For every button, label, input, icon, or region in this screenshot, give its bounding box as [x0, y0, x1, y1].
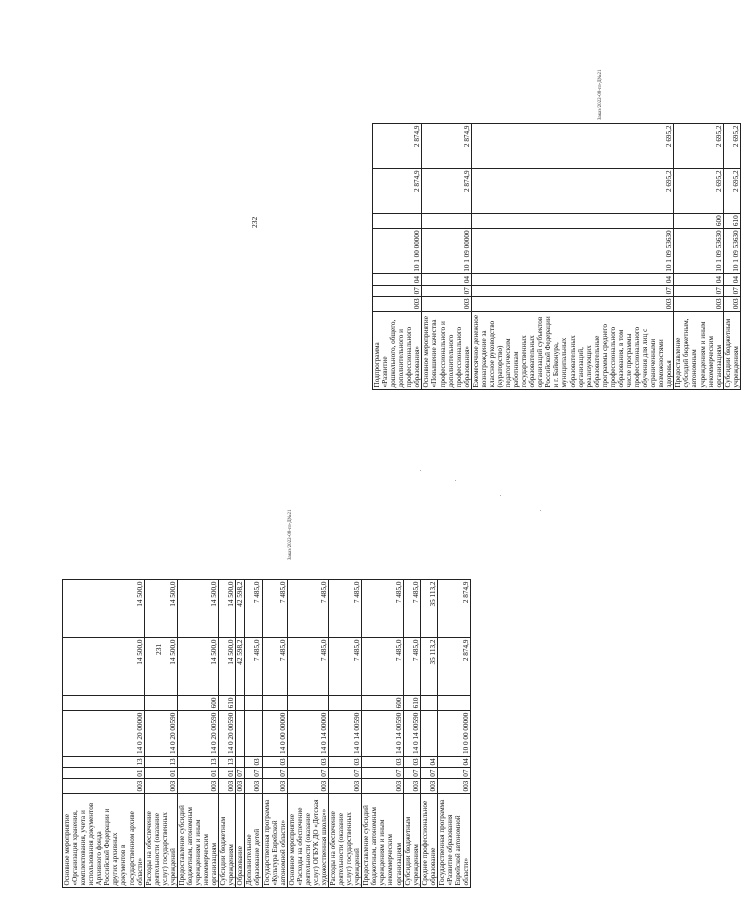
admin-code: 003	[236, 780, 245, 792]
section-code: 07	[373, 285, 422, 296]
target-article-code: 10 1 09 53630	[674, 228, 723, 274]
expense-type-code	[63, 696, 145, 711]
amount-year-1: 7 485,0	[362, 638, 403, 696]
row-name: Ежемесячное денежное вознаграждение за классное руководство (кураторство) педагогическим работникам государственных образовательных организаций субъектов Российской Федерации и г. Байконура, муниципальных образовательных организаций, реализующих образовательные программы среднего профессионального образования, в том числе программы профессионального обучения для лиц с ограниченными возможностями здоровья	[471, 311, 674, 389]
amount-year-1: 7 485,0	[403, 638, 420, 696]
amount-year-1: 2 874,9	[422, 168, 471, 213]
section-code: 07	[420, 768, 437, 779]
section-code: 07	[723, 285, 740, 296]
target-article-code: 10 1 09 53630	[723, 228, 740, 274]
amount-year-1: 2 874,9	[437, 638, 470, 696]
page-number-232: 232	[250, 216, 259, 228]
amount-year-2: 7 485,0	[329, 580, 362, 638]
admin-code: 003	[420, 779, 437, 794]
admin-code: 003	[373, 296, 422, 311]
table-row	[144, 580, 177, 888]
amount-year-1: 14 500,0	[63, 638, 145, 696]
subsection-code: 03	[287, 756, 328, 767]
subsection-code: 03	[362, 756, 403, 767]
table-row	[373, 124, 422, 390]
amount-year-2: 7 485,0	[262, 580, 287, 638]
subsection-code: 13	[144, 756, 177, 767]
section-code: 07	[245, 768, 262, 779]
amount-year-2: 14 500,0	[177, 580, 218, 638]
subsection-code: 04	[373, 274, 422, 285]
expense-type-code	[144, 696, 177, 711]
row-name: Предоставление субсидий бюджетным, автономным учреждениям и иным некоммерческим организациям	[362, 794, 403, 888]
table-row	[245, 580, 262, 888]
target-article-code	[420, 710, 437, 756]
section-code: 07	[287, 768, 328, 779]
row-name: Расходы на обеспечение деятельности (оказание услуг) государственных учреждений	[329, 794, 362, 888]
subsection-code: 04	[471, 274, 674, 285]
amount-year-1: 7 485,0	[262, 638, 287, 696]
row-name: Дополнительное образование детей	[245, 794, 262, 888]
table-row	[723, 124, 740, 390]
admin-code: 003	[287, 779, 328, 794]
amount-year-1: 42 598,2	[236, 638, 245, 696]
expense-type-code	[471, 213, 674, 228]
row-name: Основное мероприятие «Расходы на обеспечение деятельности (оказание услуг) ОГБУК ДО «Детская художественная школа»»	[287, 794, 328, 888]
expense-type-code	[422, 213, 471, 228]
section-code: 07	[362, 768, 403, 779]
subsection-code: 13	[63, 756, 145, 767]
section-code: 01	[63, 768, 145, 779]
amount-year-1: 7 485,0	[245, 638, 262, 696]
subsection-code: 04	[420, 756, 437, 767]
table-row	[403, 580, 420, 888]
amount-year-1: 14 500,0	[219, 638, 236, 696]
amount-year-1: 14 500,0	[177, 638, 218, 696]
amount-year-1: 2 695,2	[674, 168, 723, 213]
amount-year-1: 7 485,0	[329, 638, 362, 696]
expense-type-code	[373, 213, 422, 228]
target-article-code	[236, 710, 245, 756]
row-name: Предоставление субсидий бюджетным, автономным учреждениям и иным некоммерческим организациям	[674, 311, 723, 389]
section-code: 07	[471, 285, 674, 296]
target-article-code: 10 1 00 00000	[373, 228, 422, 274]
amount-year-2: 14 500,0	[144, 580, 177, 638]
table-row	[674, 124, 723, 390]
target-article-code: 10 0 00 00000	[437, 710, 470, 756]
target-article-code: 14 0 20 00590	[177, 710, 218, 756]
amount-year-2: 2 695,2	[723, 124, 740, 169]
expense-type-code	[287, 696, 328, 711]
target-article-code: 14 0 20 00000	[63, 710, 145, 756]
table-row	[329, 580, 362, 888]
subsection-code: 04	[422, 274, 471, 285]
table-row	[420, 580, 437, 888]
expense-type-code: 600	[177, 696, 218, 711]
admin-code: 003	[403, 779, 420, 794]
row-name: Основное мероприятие «Повышение качества профессионального и дополнительного профессионального образования»	[422, 311, 471, 389]
expense-type-code: 610	[403, 696, 420, 711]
row-name: Основное мероприятие «Организация хранения, комплектования, учета и использования документов Архивного фонда Российской Федерации и других архивных документов в государственном архиве области»	[63, 794, 145, 888]
expense-type-code	[329, 696, 362, 711]
target-article-code: 10 1 09 00000	[422, 228, 471, 274]
scan-speck	[500, 495, 501, 496]
amount-year-2: 7 485,0	[245, 580, 262, 638]
expense-type-code	[262, 696, 287, 711]
table-row	[219, 580, 236, 888]
admin-code: 003	[471, 296, 674, 311]
admin-code: 003	[245, 779, 262, 794]
row-name: Субсидии бюджетным учреждениям	[403, 794, 420, 888]
expense-type-code: 600	[674, 213, 723, 228]
subsection-code	[236, 756, 245, 767]
row-name: Субсидии бюджетным учреждениям	[219, 794, 236, 888]
table-row	[471, 124, 674, 390]
expense-type-code	[420, 696, 437, 711]
target-article-code: 14 0 14 00590	[403, 710, 420, 756]
amount-year-1: 14 500,0	[144, 638, 177, 696]
target-article-code: 14 0 20 00590	[219, 710, 236, 756]
table-row	[236, 580, 245, 888]
amount-year-1: 2 874,9	[373, 168, 422, 213]
admin-code: 003	[329, 779, 362, 794]
section-code: 01	[144, 768, 177, 779]
admin-code: 003	[422, 296, 471, 311]
section-code: 07	[674, 285, 723, 296]
row-name: Субсидии бюджетным учреждениям	[723, 311, 740, 389]
subsection-code: 04	[437, 756, 470, 767]
target-article-code: 14 0 14 00000	[287, 710, 328, 756]
admin-code: 003	[437, 779, 470, 794]
section-code: 07	[437, 768, 470, 779]
subsection-code: 03	[245, 756, 262, 767]
admin-code: 003	[63, 779, 145, 794]
expense-type-code: 600	[362, 696, 403, 711]
expense-type-code	[236, 696, 245, 711]
admin-code: 003	[723, 296, 740, 311]
row-name: Государственная программа «Развитие образования Еврейской автономной области»	[437, 794, 470, 888]
amount-year-1: 2 695,2	[723, 168, 740, 213]
scan-speck	[540, 510, 541, 511]
target-article-code: 14 0 14 00590	[329, 710, 362, 756]
section-code: 07	[262, 768, 287, 779]
amount-year-2: 2 874,9	[422, 124, 471, 169]
amount-year-2: 14 500,0	[63, 580, 145, 638]
admin-code: 003	[362, 779, 403, 794]
amount-year-1: 35 113,2	[420, 638, 437, 696]
amount-year-2: 2 874,9	[373, 124, 422, 169]
budget-table-left	[62, 579, 471, 888]
admin-code: 003	[219, 779, 236, 794]
target-article-code	[245, 710, 262, 756]
subsection-code: 13	[177, 756, 218, 767]
target-article-code: 14 0 20 00590	[144, 710, 177, 756]
page-number-231: 231	[154, 643, 163, 655]
section-code: 07	[403, 768, 420, 779]
right-page-table-block	[372, 123, 741, 390]
table-row	[287, 580, 328, 888]
budget-table-right	[372, 123, 741, 390]
subsection-code: 03	[403, 756, 420, 767]
amount-year-2: 35 113,2	[420, 580, 437, 638]
row-name: Предоставление субсидий бюджетным, автономным учреждениям и иным некоммерческим организациям	[177, 794, 218, 888]
table-row	[63, 580, 145, 888]
row-name: Государственная программа «Культура Еврейской автономной области»	[262, 794, 287, 888]
row-name: Подпрограмма «Развитие дошкольного, общего, дополнительного и профессионального образования»	[373, 311, 422, 389]
expense-type-code	[437, 696, 470, 711]
row-name: Среднее профессиональное образование	[420, 794, 437, 888]
row-name: Расходы на обеспечение деятельности (оказание услуг) государственных учреждений	[144, 794, 177, 888]
table-row	[177, 580, 218, 888]
scan-speck	[455, 480, 456, 481]
footer-right: Заказ/2022-08-пз-Д№21	[598, 69, 603, 120]
section-code: 01	[177, 768, 218, 779]
amount-year-2: 7 485,0	[403, 580, 420, 638]
table-row	[422, 124, 471, 390]
amount-year-2: 7 485,0	[287, 580, 328, 638]
target-article-code: 10 1 09 53630	[471, 228, 674, 274]
section-code: 07	[236, 769, 245, 777]
amount-year-1: 2 695,2	[471, 168, 674, 213]
section-code: 01	[219, 768, 236, 779]
admin-code: 003	[674, 296, 723, 311]
amount-year-2: 42 598,2	[236, 580, 245, 638]
subsection-code: 03	[329, 756, 362, 767]
expense-type-code: 610	[723, 213, 740, 228]
section-code: 07	[422, 285, 471, 296]
admin-code: 003	[262, 779, 287, 794]
expense-type-code: 610	[219, 696, 236, 711]
table-row	[262, 580, 287, 888]
admin-code: 003	[177, 779, 218, 794]
row-name: Образование	[236, 794, 245, 888]
footer-left: Заказ/2022-08-пз-Д№21	[288, 509, 293, 560]
amount-year-2: 7 485,0	[362, 580, 403, 638]
expense-type-code	[245, 696, 262, 711]
subsection-code: 13	[219, 756, 236, 767]
table-row	[362, 580, 403, 888]
section-code: 07	[329, 768, 362, 779]
target-article-code: 14 0 14 00590	[362, 710, 403, 756]
amount-year-2: 2 695,2	[674, 124, 723, 169]
amount-year-2: 2 874,9	[437, 580, 470, 638]
scan-speck	[420, 470, 421, 471]
subsection-code: 04	[723, 274, 740, 285]
admin-code: 003	[144, 779, 177, 794]
amount-year-1: 7 485,0	[287, 638, 328, 696]
amount-year-2: 2 695,2	[471, 124, 674, 169]
target-article-code: 14 0 00 00000	[262, 710, 287, 756]
left-page-table-block	[62, 579, 471, 888]
subsection-code: 04	[674, 274, 723, 285]
subsection-code: 03	[262, 756, 287, 767]
table-row	[437, 580, 470, 888]
amount-year-2: 14 500,0	[219, 580, 236, 638]
